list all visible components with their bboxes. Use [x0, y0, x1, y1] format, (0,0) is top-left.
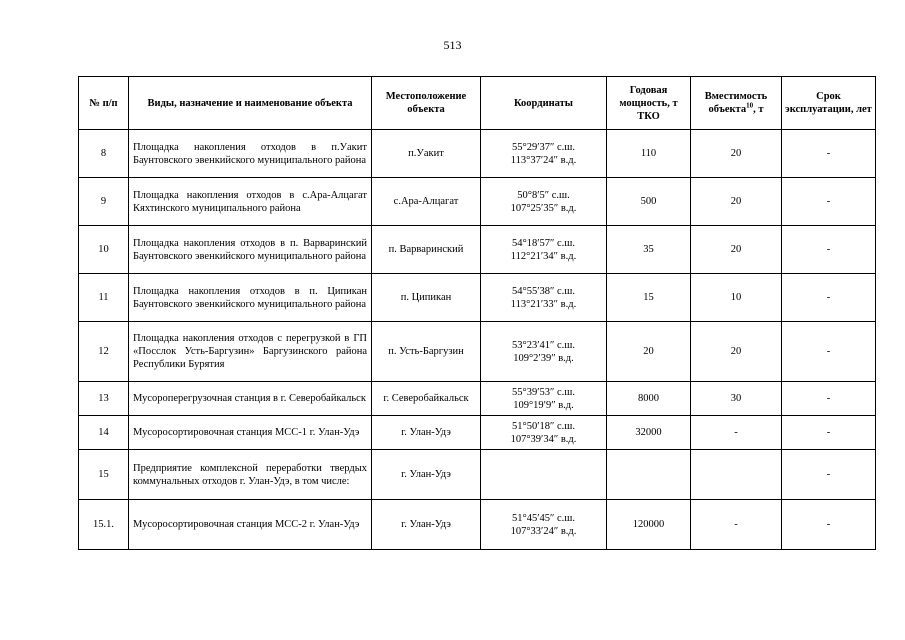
footnote-marker: 10 [746, 101, 754, 110]
table-row [79, 500, 876, 550]
facility-coordinates [481, 322, 607, 382]
row-number: 10 [79, 226, 129, 274]
facility-location: п. Усть-Баргузин [372, 322, 481, 382]
latitude: 50°8′5″ с.ш. [517, 189, 570, 201]
longitude: 107°33′24″ в.д. [510, 525, 577, 537]
facility-name: Площадка накопления отходов с перегрузкой в ГП «Посслок Усть-Баргузин» Баргузинского района Республики Бурятия [129, 322, 372, 382]
page-number: 513 [443, 38, 462, 52]
operation-term: - [782, 130, 876, 178]
facility-location: п. Варваринский [372, 226, 481, 274]
header-num: № п/п [79, 77, 129, 130]
facility-coordinates [481, 178, 607, 226]
row-number: 15.1. [79, 500, 129, 550]
header-location: Местоположение объекта [372, 77, 481, 130]
table-row [79, 226, 876, 274]
facility-location: г. Улан-Удэ [372, 450, 481, 500]
facility-coordinates [481, 500, 607, 550]
header-capacity-label: Вместимость объекта [704, 91, 768, 115]
latitude: 51°45′45″ с.ш. [512, 512, 575, 524]
facility-location: с.Ара-Алцагат [372, 178, 481, 226]
operation-term: - [782, 322, 876, 382]
facility-name: Мусоросортировочная станция МСС-1 г. Улан-Удэ [129, 416, 372, 450]
longitude: 113°37′24″ в.д. [510, 154, 577, 166]
facility-capacity: 10 [691, 274, 782, 322]
facility-coordinates [481, 226, 607, 274]
header-name: Виды, назначение и наименование объекта [129, 77, 372, 130]
latitude: 54°55′38″ с.ш. [512, 285, 575, 297]
annual-capacity: 110 [607, 130, 691, 178]
facility-location: г. Улан-Удэ [372, 416, 481, 450]
operation-term: - [782, 450, 876, 500]
latitude: 55°39′53″ с.ш. [512, 386, 575, 398]
facility-coordinates [481, 416, 607, 450]
longitude: 109°2′39″ в.д. [513, 352, 574, 364]
operation-term: - [782, 382, 876, 416]
facility-capacity: 20 [691, 130, 782, 178]
table-row [79, 130, 876, 178]
table-row [79, 382, 876, 416]
facility-coordinates [481, 130, 607, 178]
header-coordinates: Координаты [481, 77, 607, 130]
table-row [79, 450, 876, 500]
facility-capacity: - [691, 416, 782, 450]
latitude: 54°18′57″ с.ш. [512, 237, 575, 249]
table-row [79, 322, 876, 382]
row-number: 13 [79, 382, 129, 416]
facility-name: Площадка накопления отходов в с.Ара-Алцагат Кяхтинского муниципального района [129, 178, 372, 226]
header-term: Срок эксплуатации, лет [782, 77, 876, 130]
operation-term: - [782, 226, 876, 274]
operation-term: - [782, 416, 876, 450]
annual-capacity: 32000 [607, 416, 691, 450]
header-capacity-unit: , т [753, 104, 764, 115]
facility-location: г. Улан-Удэ [372, 500, 481, 550]
annual-capacity: 120000 [607, 500, 691, 550]
table-body [79, 130, 876, 550]
latitude: 55°29′37″ с.ш. [512, 141, 575, 153]
facility-coordinates [481, 382, 607, 416]
row-number: 15 [79, 450, 129, 500]
facility-coordinates [481, 274, 607, 322]
latitude: 51°50′18″ с.ш. [512, 420, 575, 432]
facility-name: Мусоросортировочная станция МСС-2 г. Улан-Удэ [129, 500, 372, 550]
annual-capacity: 15 [607, 274, 691, 322]
header-power: Годовая мощность, т ТКО [607, 77, 691, 130]
facility-capacity: 20 [691, 322, 782, 382]
operation-term: - [782, 500, 876, 550]
facility-coordinates [481, 450, 607, 500]
facility-capacity: - [691, 500, 782, 550]
operation-term: - [782, 178, 876, 226]
facility-location: п.Уакит [372, 130, 481, 178]
facility-name: Мусороперегрузочная станция в г. Северобайкальск [129, 382, 372, 416]
table-row [79, 274, 876, 322]
annual-capacity: 8000 [607, 382, 691, 416]
annual-capacity: 500 [607, 178, 691, 226]
table-row [79, 178, 876, 226]
facility-capacity: 20 [691, 178, 782, 226]
waste-facilities-table [78, 76, 876, 550]
table-row [79, 416, 876, 450]
facility-location: г. Северобайкальск [372, 382, 481, 416]
facility-name: Предприятие комплексной переработки твердых коммунальных отходов г. Улан-Удэ, в том числе: [129, 450, 372, 500]
facility-name: Площадка накопления отходов в п.Уакит Баунтовского эвенкийского муниципального района [129, 130, 372, 178]
facility-name: Площадка накопления отходов в п. Ципикан Баунтовского эвенкийского муниципального района [129, 274, 372, 322]
table-header-row [79, 77, 876, 130]
row-number: 12 [79, 322, 129, 382]
annual-capacity: 35 [607, 226, 691, 274]
row-number: 11 [79, 274, 129, 322]
annual-capacity: 20 [607, 322, 691, 382]
facility-capacity [691, 450, 782, 500]
longitude: 113°21′33″ в.д. [510, 298, 577, 310]
annual-capacity [607, 450, 691, 500]
longitude: 107°25′35″ в.д. [510, 202, 577, 214]
facility-name: Площадка накопления отходов в п. Варваринский Баунтовского эвенкийского муниципального района [129, 226, 372, 274]
facility-capacity: 30 [691, 382, 782, 416]
row-number: 8 [79, 130, 129, 178]
longitude: 112°21′34″ в.д. [510, 250, 577, 262]
header-capacity [691, 77, 782, 130]
row-number: 9 [79, 178, 129, 226]
row-number: 14 [79, 416, 129, 450]
longitude: 109°19′9″ в.д. [513, 399, 574, 411]
longitude: 107°39′34″ в.д. [510, 433, 577, 445]
operation-term: - [782, 274, 876, 322]
facility-capacity: 20 [691, 226, 782, 274]
facility-location: п. Ципикан [372, 274, 481, 322]
latitude: 53°23′41″ с.ш. [512, 339, 575, 351]
